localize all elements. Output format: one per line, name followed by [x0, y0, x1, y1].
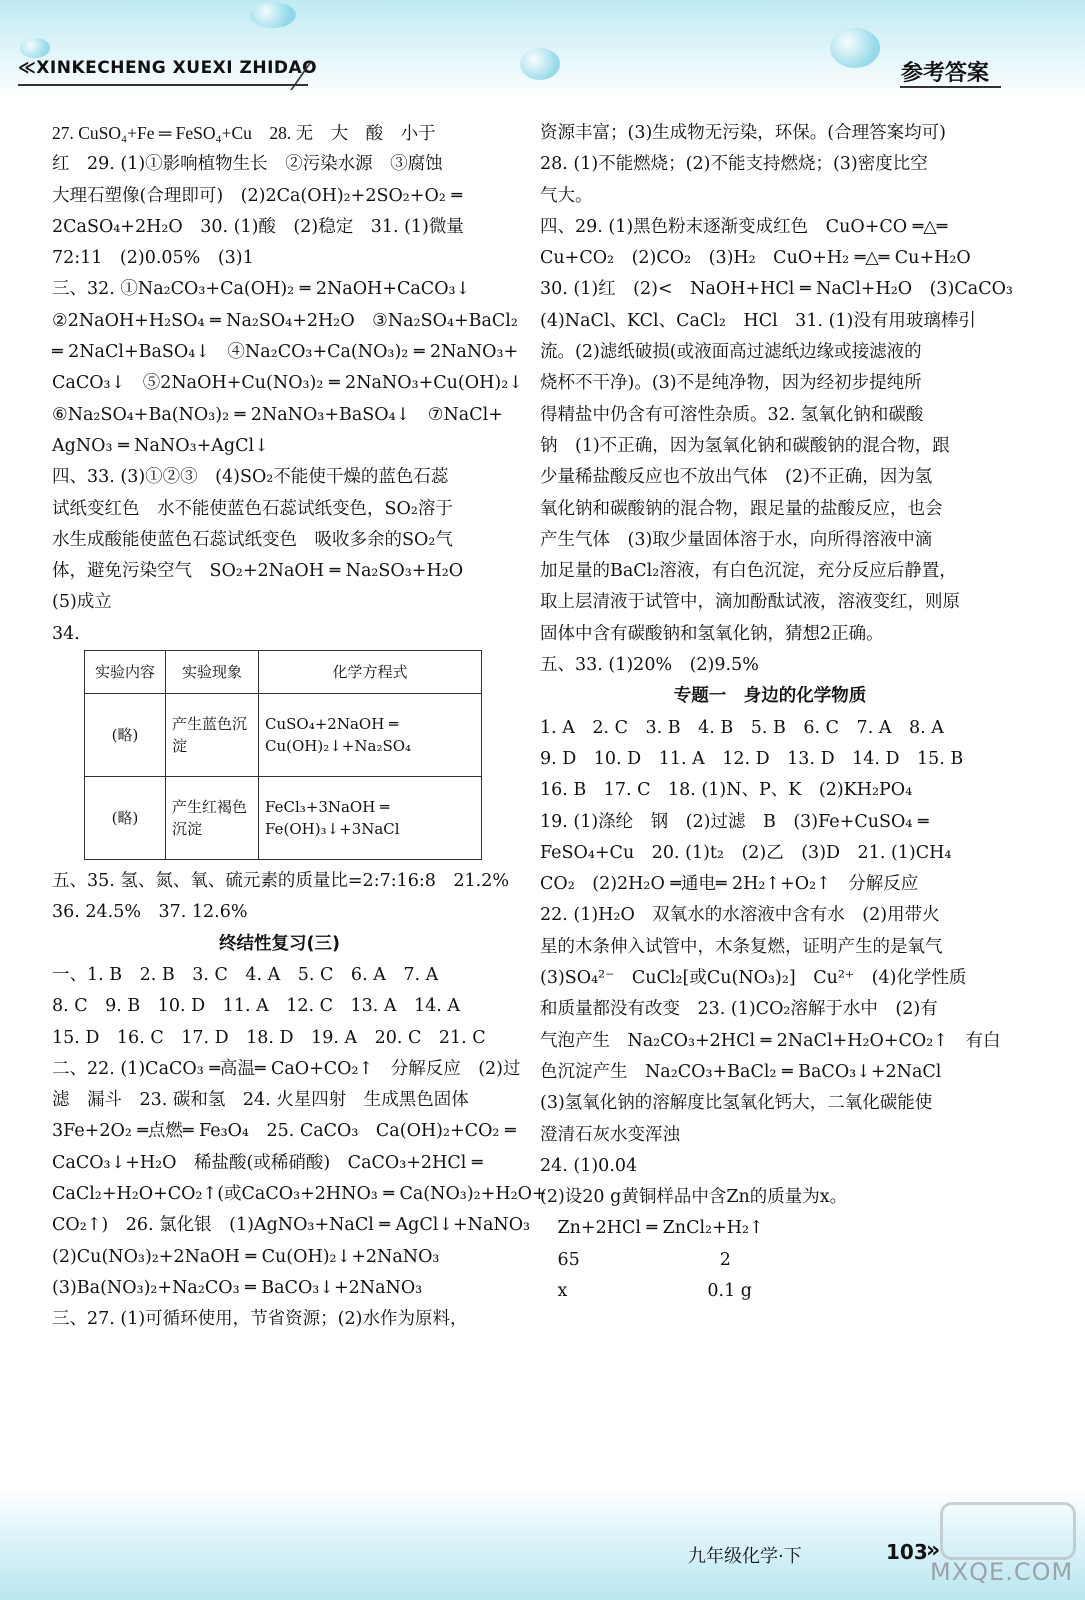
table-header-cell: 化学方程式 — [259, 651, 482, 694]
answer-line: 体，避免污染空气 SO₂+2NaOH ═ Na₂SO₃+H₂O — [52, 561, 464, 582]
table-header-row — [85, 651, 482, 694]
answer-line: CaCl₂+H₂O+CO₂↑(或CaCO₃+2HNO₃ ═ Ca(NO₃)₂+H₂O+ — [52, 1184, 547, 1205]
answer-line: 水生成酸能使蓝色石蕊试纸变色 吸收多余的SO₂气 — [52, 529, 453, 550]
answer-line: 三、32. ①Na₂CO₃+Ca(OH)₂ ═ 2NaOH+CaCO₃↓ — [52, 279, 471, 300]
decorative-bubble — [830, 28, 880, 68]
answer-line: ②2NaOH+H₂SO₄ ═ Na₂SO₄+2H₂O ③Na₂SO₄+BaCl₂ — [52, 310, 518, 331]
table-header-cell: 实验现象 — [166, 651, 259, 694]
answer-line: 二、22. (1)CaCO₃ ═高温═ CaO+CO₂↑ 分解反应 (2)过 — [52, 1058, 521, 1079]
answer-line: (5)成立 — [52, 592, 112, 613]
table-cell: FeCl₃+3NaOH ═ Fe(OH)₃↓+3NaCl — [259, 777, 482, 860]
left-column — [52, 118, 547, 1336]
page-title: 参考答案 — [900, 61, 989, 86]
page-number: 103 — [886, 1540, 928, 1564]
answer-line: 3Fe+2O₂ ═点燃═ Fe₃O₄ 25. CaCO₃ Ca(OH)₂+CO₂ ═ — [52, 1121, 516, 1142]
answer-line: 色沉淀产生 Na₂CO₃+BaCl₂ ═ BaCO₃↓+2NaCl — [540, 1061, 942, 1082]
page-header — [0, 0, 1085, 100]
answer-line: 27. CuSO₄+Fe ═ FeSO₄+Cu 28. 无 大 酸 小于 — [52, 123, 436, 143]
table-cell: (略) — [85, 694, 166, 777]
answer-line: Cu+CO₂ (2)CO₂ (3)H₂ CuO+H₂ ═△═ Cu+H₂O — [540, 248, 971, 269]
answer-line: 65 2 — [540, 1249, 731, 1270]
series-brand: ≪XINKECHENG XUEXI ZHIDAO — [18, 58, 318, 78]
answer-line: 流。(2)滤纸破损(或液面高过滤纸边缘或接滤液的 — [540, 342, 922, 363]
answer-line: 22. (1)H₂O 双氧水的水溶液中含有水 (2)用带火 — [540, 905, 940, 926]
answer-line: 氧化钠和碳酸钠的混合物，跟足量的盐酸反应，也会 — [540, 498, 943, 519]
watermark: MXQE.COM — [930, 1558, 1074, 1586]
answer-line: 15. D 16. C 17. D 18. D 19. A 20. C 21. C — [52, 1027, 486, 1048]
section-title: 终结性复习(三) — [219, 933, 340, 954]
answer-line: 8. C 9. B 10. D 11. A 12. C 13. A 14. A — [52, 996, 461, 1017]
answer-line: 28. (1)不能燃烧；(2)不能支持燃烧；(3)密度比空 — [540, 154, 928, 175]
answer-line: (2)设20 g黄铜样品中含Zn的质量为x。 — [540, 1187, 848, 1208]
answer-line: 产生气体 (3)取少量固体溶于水，向所得溶液中滴 — [540, 529, 933, 550]
answer-line: 一、1. B 2. B 3. C 4. A 5. C 6. A 7. A — [52, 964, 439, 985]
answer-line: 三、27. (1)可循环使用，节省资源；(2)水作为原料， — [52, 1309, 468, 1330]
answer-line: 9. D 10. D 11. A 12. D 13. D 14. D 15. B — [540, 748, 964, 769]
question-number: 34. — [52, 623, 80, 644]
answer-line: 加足量的BaCl₂溶液，有白色沉淀，充分反应后静置， — [540, 561, 957, 582]
table-cell: CuSO₄+2NaOH ═ Cu(OH)₂↓+Na₂SO₄ — [259, 694, 482, 777]
answer-line: x 0.1 g — [540, 1280, 752, 1301]
answer-line: 取上层清液于试管中，滴加酚酞试液，溶液变红，则原 — [540, 592, 960, 613]
answer-line: (3)SO₄²⁻ CuCl₂[或Cu(NO₃)₂] Cu²⁺ (4)化学性质 — [540, 968, 967, 989]
answer-line: 烧杯不干净)。(3)不是纯净物，因为经初步提纯所 — [540, 373, 922, 394]
table-cell: 产生蓝色沉淀 — [166, 694, 259, 777]
header-rule-left — [18, 84, 308, 86]
answer-line: (4)NaCl、KCl、CaCl₂ HCl 31. (1)没有用玻璃棒引 — [540, 310, 976, 331]
experiment-table — [84, 650, 482, 860]
answer-line: (3)Ba(NO₃)₂+Na₂CO₃ ═ BaCO₃↓+2NaNO₃ — [52, 1277, 423, 1298]
answer-line: CaCO₃↓ ⑤2NaOH+Cu(NO₃)₂ ═ 2NaNO₃+Cu(OH)₂↓ — [52, 373, 523, 394]
table-row — [85, 777, 482, 860]
answer-line: (2)Cu(NO₃)₂+2NaOH ═ Cu(OH)₂↓+2NaNO₃ — [52, 1246, 440, 1267]
answer-line: 钠 (1)不正确，因为氢氧化钠和碳酸钠的混合物，跟 — [540, 435, 950, 456]
answer-line: 16. B 17. C 18. (1)N、P、K (2)KH₂PO₄ — [540, 780, 913, 801]
answer-line: 72:11 (2)0.05% (3)1 — [52, 248, 254, 269]
page-footer — [0, 1490, 1085, 1600]
answer-line: 36. 24.5% 37. 12.6% — [52, 902, 248, 923]
answer-line: 五、33. (1)20% (2)9.5% — [540, 655, 759, 676]
answer-line: CaCO₃↓+H₂O 稀盐酸(或稀硝酸) CaCO₃+2HCl ═ — [52, 1152, 483, 1173]
answer-line: 和质量都没有改变 23. (1)CO₂溶解于水中 (2)有 — [540, 999, 938, 1020]
answer-line: 气大。 — [540, 185, 593, 206]
answer-line: 红 29. (1)①影响植物生长 ②污染水源 ③腐蚀 — [52, 154, 443, 175]
answer-line: CO₂ (2)2H₂O ═通电═ 2H₂↑+O₂↑ 分解反应 — [540, 874, 919, 895]
table-cell: (略) — [85, 777, 166, 860]
answer-line: 滤 漏斗 23. 碳和氢 24. 火星四射 生成黑色固体 — [52, 1090, 469, 1111]
answer-line: (3)氢氧化钠的溶解度比氢氧化钙大，二氧化碳能使 — [540, 1093, 933, 1114]
answer-line: 气泡产生 Na₂CO₃+2HCl ═ 2NaCl+H₂O+CO₂↑ 有白 — [540, 1030, 1001, 1051]
answer-line: Zn+2HCl ═ ZnCl₂+H₂↑ — [540, 1218, 764, 1239]
answer-line: ⑥Na₂SO₄+Ba(NO₃)₂ ═ 2NaNO₃+BaSO₄↓ ⑦NaCl+ — [52, 404, 503, 425]
answer-line: 四、29. (1)黑色粉末逐渐变成红色 CuO+CO ═△═ — [540, 216, 948, 237]
answer-line: 得精盐中仍含有可溶性杂质。32. 氢氧化钠和碳酸 — [540, 404, 924, 425]
answer-line: FeSO₄+Cu 20. (1)t₂ (2)乙 (3)D 21. (1)CH₄ — [540, 842, 952, 863]
section-title: 专题一 身边的化学物质 — [673, 686, 867, 707]
answer-line: 大理石塑像(合理即可) (2)2Ca(OH)₂+2SO₂+O₂ ═ — [52, 185, 462, 206]
answer-line: AgNO₃ ═ NaNO₃+AgCl↓ — [52, 435, 269, 456]
table-row — [85, 694, 482, 777]
answer-line: 试纸变红色 水不能使蓝色石蕊试纸变色，SO₂溶于 — [52, 498, 453, 519]
answer-line: 2CaSO₄+2H₂O 30. (1)酸 (2)稳定 31. (1)微量 — [52, 216, 464, 237]
answer-line: 资源丰富；(3)生成物无污染，环保。(合理答案均可) — [540, 123, 946, 143]
answer-line: 五、35. 氢、氮、氧、硫元素的质量比=2:7:16:8 21.2% — [52, 871, 510, 892]
right-column — [540, 118, 1013, 1307]
answer-line: CO₂↑) 26. 氯化银 (1)AgNO₃+NaCl ═ AgCl↓+NaNO₃ — [52, 1215, 531, 1236]
answer-line: 1. A 2. C 3. B 4. B 5. B 6. C 7. A 8. A — [540, 717, 944, 738]
table-header-cell: 实验内容 — [85, 651, 166, 694]
watermark-logo — [940, 1502, 1076, 1560]
table-cell: 产生红褐色沉淀 — [166, 777, 259, 860]
chevron-right-icon: » — [926, 1538, 941, 1563]
header-rule-right — [900, 86, 1001, 88]
answer-line: 固体中含有碳酸钠和氢氧化钠，猜想2正确。 — [540, 623, 884, 644]
decorative-bubble — [250, 2, 296, 28]
answer-line: 19. (1)涤纶 钢 (2)过滤 B (3)Fe+CuSO₄ ═ — [540, 811, 929, 832]
decorative-bubble — [20, 38, 50, 58]
answer-line: 30. (1)红 (2)< NaOH+HCl ═ NaCl+H₂O (3)CaCO₃ — [540, 279, 1013, 300]
answer-line: ═ 2NaCl+BaSO₄↓ ④Na₂CO₃+Ca(NO₃)₂ ═ 2NaNO₃+ — [52, 342, 519, 363]
answer-line: 少量稀盐酸反应也不放出气体 (2)不正确，因为氢 — [540, 467, 933, 488]
answer-line: 24. (1)0.04 — [540, 1155, 638, 1176]
decorative-bubble — [520, 48, 560, 80]
book-label: 九年级化学·下 — [688, 1546, 802, 1567]
answer-line: 星的木条伸入试管中，木条复燃，证明产生的是氧气 — [540, 936, 943, 957]
answer-line: 四、33. (3)①②③ (4)SO₂不能使干燥的蓝色石蕊 — [52, 467, 449, 488]
answer-line: 澄清石灰水变浑浊 — [540, 1124, 680, 1145]
